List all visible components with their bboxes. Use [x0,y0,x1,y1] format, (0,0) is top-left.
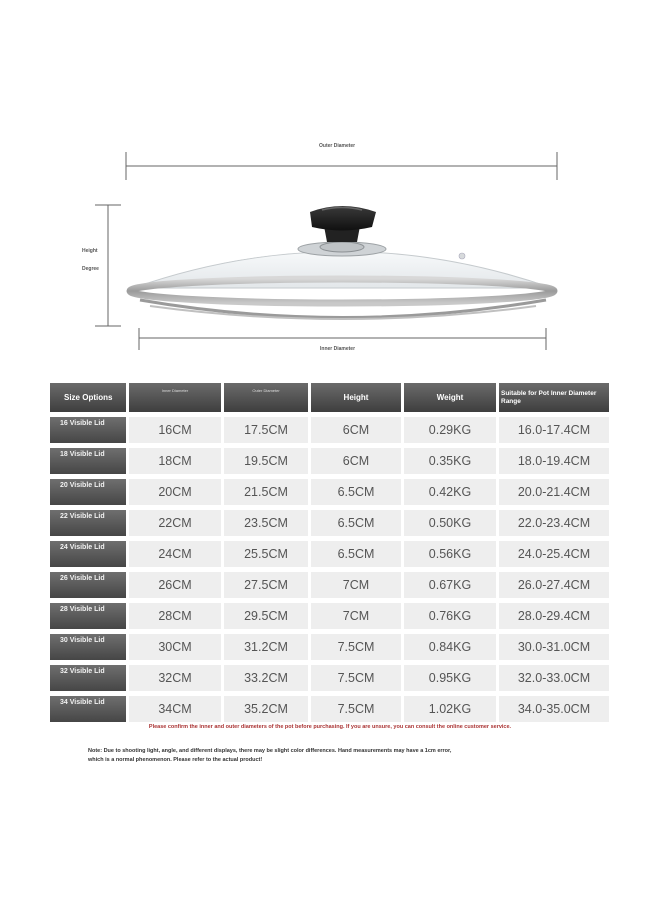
cell-height: 6CM [311,417,401,443]
cell-suitable-range: 28.0-29.4CM [499,603,609,629]
cell-size-option: 18 Visible Lid [50,448,126,474]
cell-weight: 0.56KG [404,541,496,567]
cell-size-option: 16 Visible Lid [50,417,126,443]
cell-inner-diameter: 30CM [129,634,221,660]
table-row [50,417,609,443]
cell-height: 7CM [311,572,401,598]
degree-label: Degree [82,266,99,272]
cell-size-option: 34 Visible Lid [50,696,126,722]
cell-height: 6CM [311,448,401,474]
cell-outer-diameter: 21.5CM [224,479,308,505]
cell-height: 6.5CM [311,510,401,536]
cell-inner-diameter: 28CM [129,603,221,629]
cell-inner-diameter: 34CM [129,696,221,722]
table-row [50,603,609,629]
cell-inner-diameter: 24CM [129,541,221,567]
table-row [50,541,609,567]
cell-weight: 0.35KG [404,448,496,474]
cell-size-option: 32 Visible Lid [50,665,126,691]
cell-weight: 0.42KG [404,479,496,505]
size-table [47,378,612,727]
cell-outer-diameter: 33.2CM [224,665,308,691]
cell-outer-diameter: 25.5CM [224,541,308,567]
header-outer-diameter: Outer Diameter [224,383,308,412]
cell-size-option: 20 Visible Lid [50,479,126,505]
cell-height: 7.5CM [311,665,401,691]
knob [298,206,386,256]
cell-inner-diameter: 22CM [129,510,221,536]
table-row [50,696,609,722]
purchase-note: Please confirm the inner and outer diameters of the pot before purchasing. If you are unsure, you can consult the online customer service. [148,724,512,730]
cell-inner-diameter: 26CM [129,572,221,598]
inner-diameter-label: Inner Diameter [320,346,356,352]
header-height: Height [311,383,401,412]
cell-suitable-range: 20.0-21.4CM [499,479,609,505]
cell-outer-diameter: 27.5CM [224,572,308,598]
cell-outer-diameter: 29.5CM [224,603,308,629]
cell-outer-diameter: 19.5CM [224,448,308,474]
cell-outer-diameter: 23.5CM [224,510,308,536]
cell-suitable-range: 18.0-19.4CM [499,448,609,474]
table-row [50,479,609,505]
cell-suitable-range: 32.0-33.0CM [499,665,609,691]
cell-suitable-range: 34.0-35.0CM [499,696,609,722]
table-row [50,634,609,660]
cell-height: 6.5CM [311,541,401,567]
cell-size-option: 28 Visible Lid [50,603,126,629]
table-row [50,448,609,474]
cell-size-option: 30 Visible Lid [50,634,126,660]
cell-suitable-range: 22.0-23.4CM [499,510,609,536]
cell-suitable-range: 16.0-17.4CM [499,417,609,443]
table-row [50,572,609,598]
cell-height: 7.5CM [311,634,401,660]
cell-inner-diameter: 18CM [129,448,221,474]
cell-weight: 1.02KG [404,696,496,722]
cell-size-option: 22 Visible Lid [50,510,126,536]
cell-inner-diameter: 32CM [129,665,221,691]
header-weight: Weight [404,383,496,412]
cell-inner-diameter: 20CM [129,479,221,505]
outer-diameter-line [126,152,557,180]
cell-height: 6.5CM [311,479,401,505]
header-inner-diameter: Inner Diameter [129,383,221,412]
cell-size-option: 24 Visible Lid [50,541,126,567]
cell-weight: 0.95KG [404,665,496,691]
lid-body [130,249,554,319]
cell-weight: 0.84KG [404,634,496,660]
header-suitable-range: Suitable for Pot Inner Diameter Range [499,383,609,412]
cell-weight: 0.76KG [404,603,496,629]
cell-weight: 0.67KG [404,572,496,598]
cell-outer-diameter: 35.2CM [224,696,308,722]
height-label: Height [82,248,98,254]
table-row [50,510,609,536]
table-header-row [50,383,609,412]
cell-height: 7.5CM [311,696,401,722]
cell-suitable-range: 24.0-25.4CM [499,541,609,567]
cell-suitable-range: 26.0-27.4CM [499,572,609,598]
glass-lid-diagram [0,0,660,360]
color-difference-note: Note: Due to shooting light, angle, and different displays, there may be slight color differences. Hand measurements may have a 1cm error, which is a normal phenomenon. Please refer to the actual product! [88,748,452,763]
header-size-options: Size Options [50,383,126,412]
table-row [50,665,609,691]
cell-weight: 0.29KG [404,417,496,443]
cell-inner-diameter: 16CM [129,417,221,443]
outer-diameter-label: Outer Diameter [319,143,356,149]
cell-weight: 0.50KG [404,510,496,536]
cell-size-option: 26 Visible Lid [50,572,126,598]
cell-outer-diameter: 17.5CM [224,417,308,443]
cell-suitable-range: 30.0-31.0CM [499,634,609,660]
cell-outer-diameter: 31.2CM [224,634,308,660]
cell-height: 7CM [311,603,401,629]
